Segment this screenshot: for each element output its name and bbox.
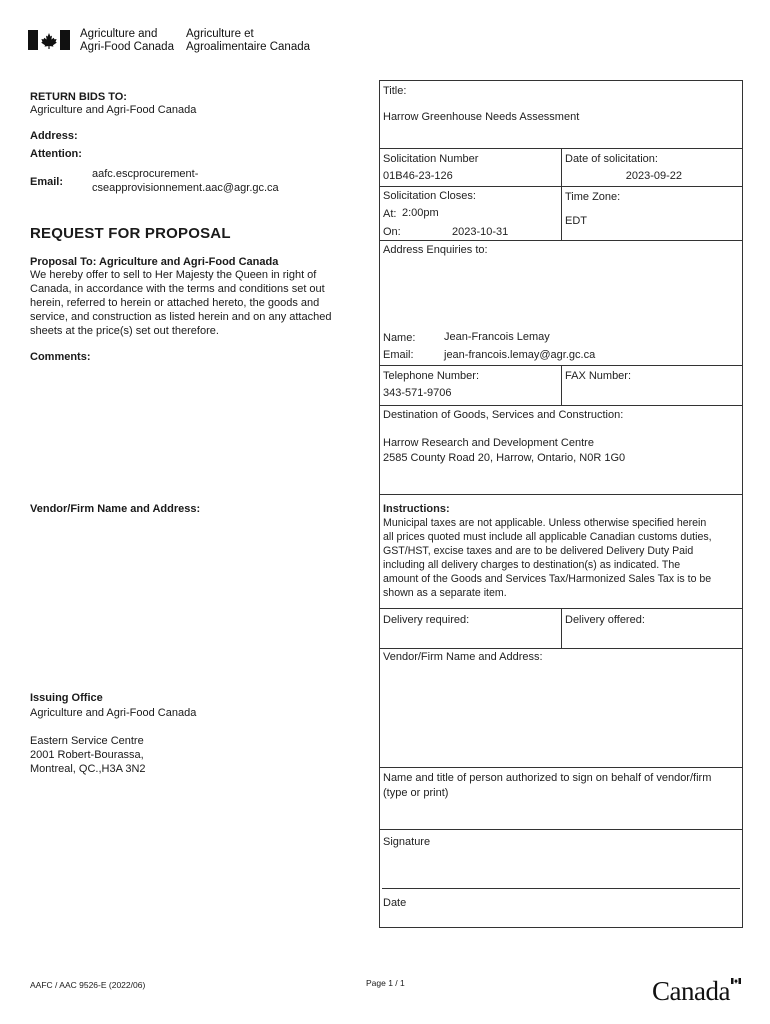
vendor-label-form: Vendor/Firm Name and Address:: [383, 651, 543, 663]
contact-email-label: Email:: [383, 349, 414, 361]
title-label: Title:: [383, 85, 407, 97]
proposal-line: service, and construction as listed herein and on any attached: [30, 311, 332, 323]
destination-line1[interactable]: Harrow Research and Development Centre: [383, 437, 594, 449]
time-zone-label: Time Zone:: [565, 191, 621, 203]
vendor-label-left: Vendor/Firm Name and Address:: [30, 503, 201, 515]
proposal-line: We hereby offer to sell to Her Majesty the Queen in right of: [30, 269, 317, 281]
divider: [379, 240, 743, 241]
delivery-required-label: Delivery required:: [383, 614, 470, 626]
instructions-text: [383, 516, 741, 600]
return-bids-value: Agriculture and Agri-Food Canada: [30, 104, 197, 116]
proposal-text: [30, 268, 360, 338]
address-label: Address:: [30, 130, 78, 142]
return-bids-label: RETURN BIDS TO:: [30, 91, 127, 103]
dept-fr-line2: Agroalimentaire Canada: [186, 41, 311, 53]
enquiries-label: Address Enquiries to:: [383, 244, 488, 256]
page-number: Page 1 / 1: [366, 978, 405, 988]
issuing-office-line: Agriculture and Agri-Food Canada: [30, 707, 197, 719]
contact-name-label: Name:: [383, 332, 416, 344]
fax-label: FAX Number:: [565, 370, 632, 382]
issuing-office-line: Montreal, QC.,H3A 3N2: [30, 763, 146, 775]
solicitation-number-label: Solicitation Number: [383, 153, 479, 165]
destination-line2[interactable]: 2585 County Road 20, Harrow, Ontario, N0R 1G0: [383, 452, 626, 464]
on-value[interactable]: 2023-10-31: [452, 226, 509, 238]
dept-fr-line1: Agriculture et: [186, 28, 254, 40]
solicitation-number-value[interactable]: 01B46-23-126: [383, 170, 453, 182]
divider: [379, 829, 743, 830]
divider-vertical: [561, 608, 562, 648]
divider: [561, 186, 743, 187]
rfp-heading: REQUEST FOR PROPOSAL: [30, 225, 231, 242]
canada-flag-icon: [28, 30, 70, 50]
email-label: Email:: [30, 176, 64, 188]
divider: [379, 405, 743, 406]
proposal-line: sheets at the price(s) set out therefore.: [30, 325, 219, 337]
comments-label: Comments:: [30, 351, 91, 363]
at-value[interactable]: 2:00pm: [402, 207, 439, 219]
contact-email-value[interactable]: jean-francois.lemay@agr.gc.ca: [444, 349, 596, 361]
divider-vertical: [561, 148, 562, 240]
divider-vertical: [561, 365, 562, 405]
department-name-en: [80, 28, 174, 54]
form-code: AAFC / AAC 9526-E (2022/06): [30, 980, 146, 990]
email-value-line1: aafc.escprocurement-: [92, 168, 199, 180]
on-label: On:: [383, 226, 401, 238]
instructions-line: GST/HST, excise taxes and are to be delivered Delivery Duty Paid: [383, 545, 694, 557]
solicitation-closes-label: Solicitation Closes:: [383, 190, 476, 202]
dept-en-line2: Agri-Food Canada: [80, 41, 174, 53]
date-label: Date: [383, 897, 407, 909]
instructions-line: amount of the Goods and Services Tax/Harmonized Sales Tax is to be: [383, 573, 712, 585]
authorized-label-line2: (type or print): [383, 787, 449, 799]
date-of-solicitation-label: Date of solicitation:: [565, 153, 658, 165]
proposal-line: Canada, in accordance with the terms and conditions set out: [30, 283, 325, 295]
instructions-label: Instructions:: [383, 503, 450, 515]
proposal-to-label: Proposal To: Agriculture and Agri-Food Canada: [30, 256, 279, 268]
divider: [379, 648, 743, 649]
instructions-line: Municipal taxes are not applicable. Unless otherwise specified herein: [383, 517, 707, 529]
issuing-office-line: Eastern Service Centre: [30, 735, 144, 747]
at-label: At:: [383, 208, 397, 220]
destination-label: Destination of Goods, Services and Construction:: [383, 409, 624, 421]
issuing-office-line: 2001 Robert-Bourassa,: [30, 749, 144, 761]
time-zone-value[interactable]: EDT: [565, 215, 587, 227]
contact-name-value[interactable]: Jean-Francois Lemay: [444, 331, 550, 343]
dept-en-line1: Agriculture and: [80, 28, 158, 40]
email-value-line2: cseapprovisionnement.aac@agr.gc.ca: [92, 182, 279, 194]
proposal-line: herein, referred to herein or attached hereto, the goods and: [30, 297, 320, 309]
instructions-line: all prices quoted must include all applicable Canadian customs duties,: [383, 531, 712, 543]
instructions-line: including all delivery charges to destination(s) as indicated. The: [383, 559, 681, 571]
signature-label: Signature: [383, 836, 431, 848]
date-of-solicitation-value[interactable]: 2023-09-22: [625, 170, 682, 182]
department-name-fr: [186, 28, 310, 54]
canada-wordmark-flag-icon: [731, 978, 741, 984]
authorized-label-line1: Name and title of person authorized to sign on behalf of vendor/firm: [383, 772, 712, 784]
canada-wordmark: Canada: [652, 976, 730, 1006]
telephone-label: Telephone Number:: [383, 370, 480, 382]
issuing-office-label: Issuing Office: [30, 692, 103, 704]
divider: [379, 767, 743, 768]
delivery-offered-label: Delivery offered:: [565, 614, 645, 626]
instructions-line: shown as a separate item.: [383, 587, 507, 599]
issuing-office-address: [30, 706, 196, 776]
spacer: [30, 720, 196, 734]
signature-line: [382, 888, 740, 889]
attention-label: Attention:: [30, 148, 82, 160]
email-value: [92, 167, 279, 195]
divider: [379, 494, 743, 495]
title-value[interactable]: Harrow Greenhouse Needs Assessment: [383, 111, 580, 123]
telephone-value[interactable]: 343-571-9706: [383, 387, 452, 399]
